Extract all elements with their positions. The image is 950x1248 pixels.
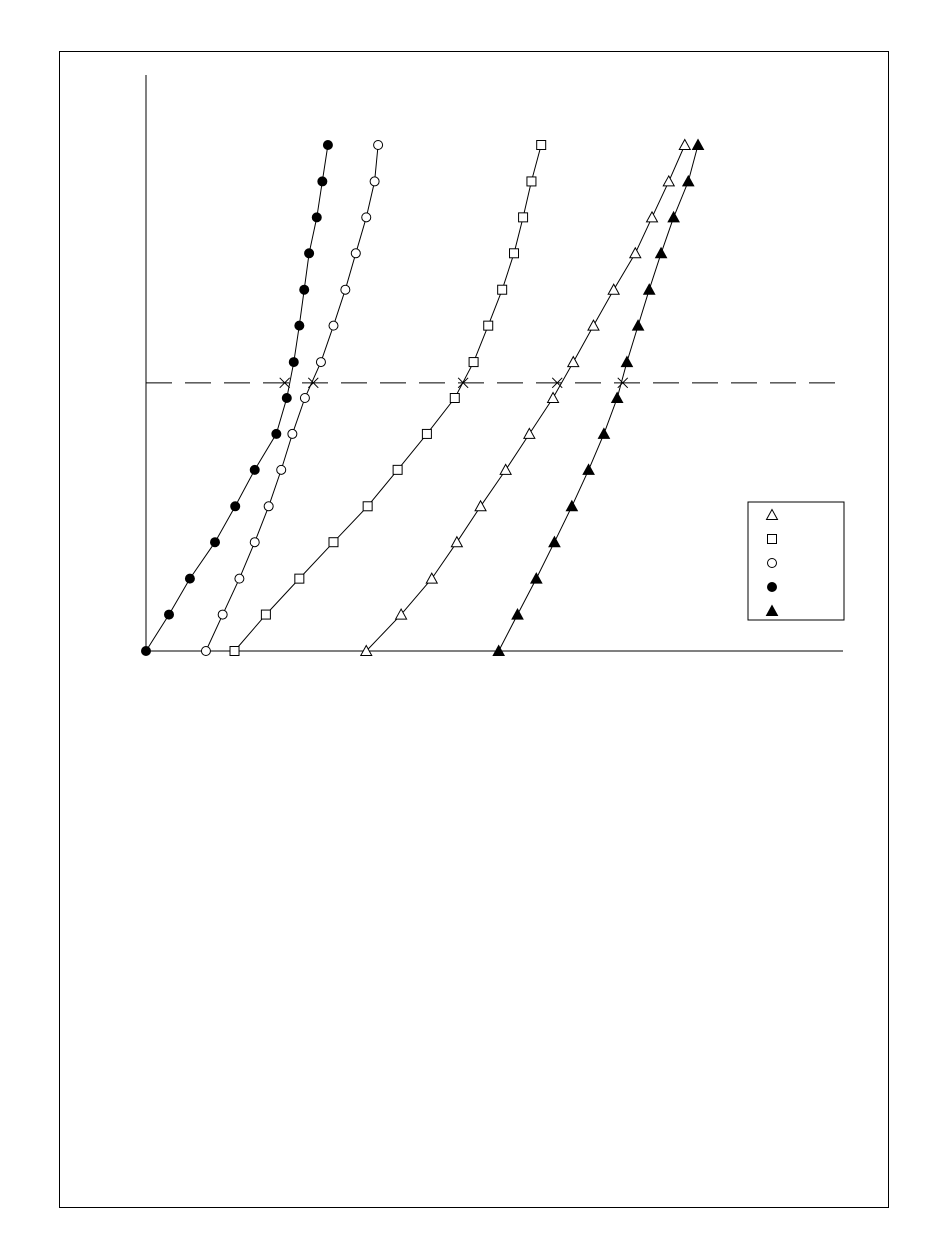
- data-point-open-circle: [362, 213, 371, 222]
- data-point-filled-triangle: [598, 428, 609, 438]
- data-point-open-triangle: [451, 537, 462, 547]
- data-point-open-circle: [374, 141, 383, 150]
- data-point-open-triangle: [426, 573, 437, 583]
- data-point-open-square: [450, 394, 459, 403]
- data-point-filled-triangle: [512, 609, 523, 619]
- data-point-filled-triangle: [656, 248, 667, 258]
- data-point-open-circle: [250, 538, 259, 547]
- data-point-open-circle: [201, 647, 210, 656]
- data-point-filled-circle: [165, 610, 174, 619]
- data-point-open-square: [510, 249, 519, 258]
- data-point-filled-triangle: [633, 320, 644, 330]
- data-point-open-square: [261, 610, 270, 619]
- data-point-open-square: [422, 429, 431, 438]
- data-point-filled-triangle: [644, 284, 655, 294]
- data-point-open-square: [537, 141, 546, 150]
- data-point-filled-circle: [295, 321, 304, 330]
- data-point-open-triangle: [500, 464, 511, 474]
- data-point-open-triangle: [475, 501, 486, 511]
- legend-marker-open-circle: [768, 559, 777, 568]
- data-point-open-square: [519, 213, 528, 222]
- data-point-filled-circle: [318, 177, 327, 186]
- data-point-open-circle: [370, 177, 379, 186]
- data-point-open-circle: [218, 610, 227, 619]
- data-point-filled-circle: [289, 358, 298, 367]
- data-point-open-triangle: [588, 320, 599, 330]
- data-point-filled-circle: [211, 538, 220, 547]
- data-point-open-square: [469, 358, 478, 367]
- data-point-open-circle: [351, 249, 360, 258]
- data-point-filled-triangle: [621, 357, 632, 367]
- data-point-open-triangle: [663, 176, 674, 186]
- data-point-filled-circle: [272, 429, 281, 438]
- data-point-filled-triangle: [612, 393, 623, 403]
- data-point-open-circle: [341, 285, 350, 294]
- data-point-open-triangle: [647, 212, 658, 222]
- data-point-open-circle: [277, 465, 286, 474]
- data-point-open-triangle: [568, 357, 579, 367]
- data-point-open-circle: [329, 321, 338, 330]
- data-point-open-triangle: [608, 284, 619, 294]
- data-point-filled-circle: [231, 502, 240, 511]
- data-point-open-triangle: [548, 393, 559, 403]
- data-point-open-triangle: [679, 140, 690, 150]
- data-point-open-square: [230, 647, 239, 656]
- data-point-open-circle: [316, 358, 325, 367]
- data-point-filled-triangle: [566, 501, 577, 511]
- data-point-filled-triangle: [668, 212, 679, 222]
- data-point-filled-circle: [185, 574, 194, 583]
- data-point-filled-triangle: [549, 537, 560, 547]
- data-point-open-square: [527, 177, 536, 186]
- data-point-open-square: [363, 502, 372, 511]
- data-point-open-circle: [288, 429, 297, 438]
- data-point-filled-circle: [312, 213, 321, 222]
- legend-marker-filled-circle: [768, 583, 777, 592]
- data-point-filled-circle: [323, 141, 332, 150]
- legend-box: [748, 502, 844, 620]
- data-point-filled-triangle: [583, 464, 594, 474]
- data-point-filled-circle: [282, 394, 291, 403]
- data-point-filled-circle: [142, 647, 151, 656]
- series-line-open-square: [235, 145, 542, 651]
- data-point-open-square: [498, 285, 507, 294]
- data-point-filled-triangle: [683, 176, 694, 186]
- series-line-open-circle: [206, 145, 378, 651]
- data-point-open-square: [295, 574, 304, 583]
- data-point-open-circle: [235, 574, 244, 583]
- data-point-open-circle: [300, 394, 309, 403]
- data-point-filled-circle: [300, 285, 309, 294]
- data-point-open-square: [484, 321, 493, 330]
- data-point-filled-triangle: [531, 573, 542, 583]
- data-point-open-triangle: [630, 248, 641, 258]
- data-point-filled-triangle: [693, 140, 704, 150]
- data-point-open-square: [329, 538, 338, 547]
- data-point-open-circle: [264, 502, 273, 511]
- data-point-filled-circle: [250, 465, 259, 474]
- data-point-filled-circle: [305, 249, 314, 258]
- legend-marker-open-square: [768, 535, 777, 544]
- data-point-open-square: [393, 465, 402, 474]
- data-point-open-triangle: [524, 428, 535, 438]
